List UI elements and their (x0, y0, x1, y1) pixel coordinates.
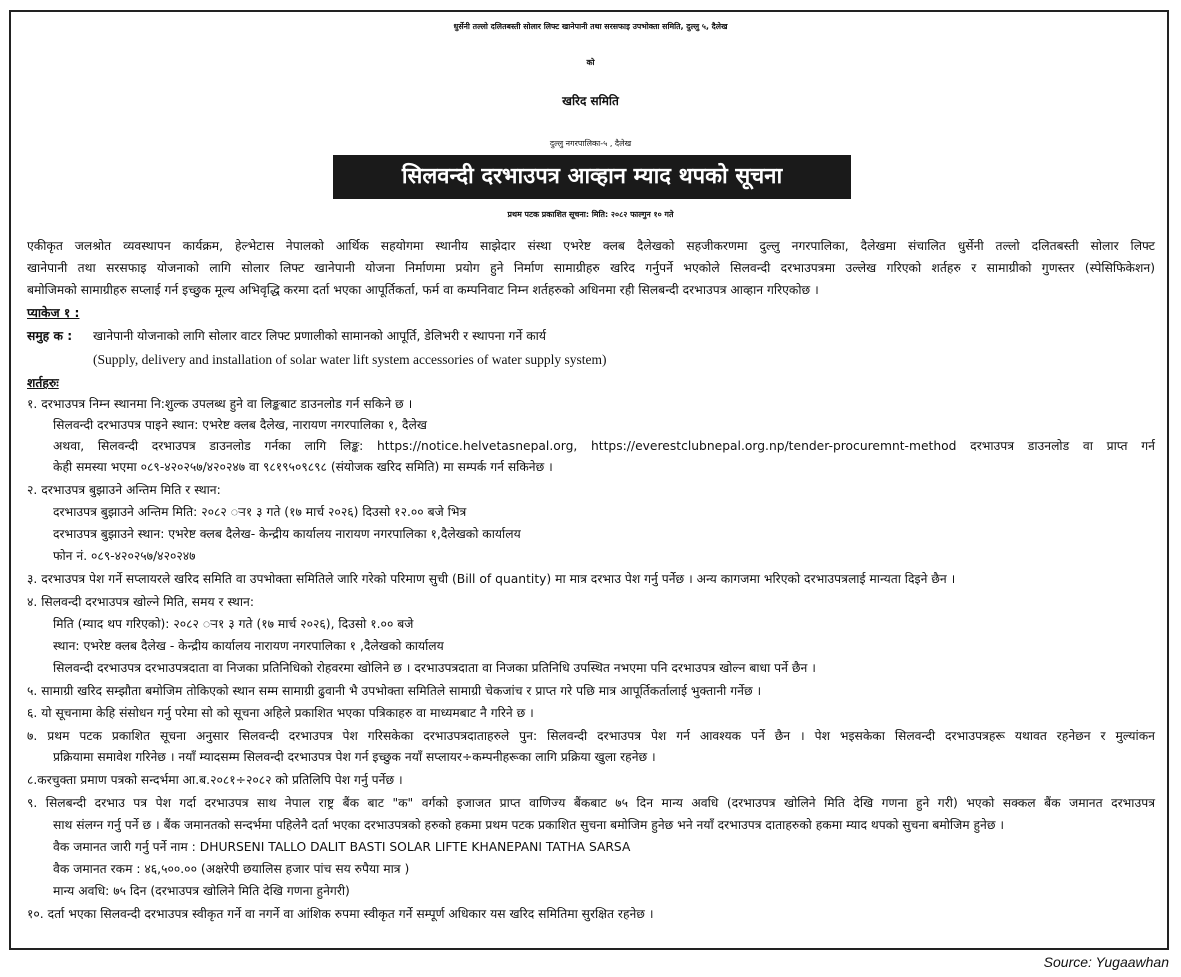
notice-banner: सिलवन्दी दरभाउपत्र आव्हान म्याद थपको सूचना (333, 155, 851, 199)
condition-9-cont: साथ संलग्न गर्नु पर्ने छ । बैंक जमानतको सन्दर्भमा पहिलेनै दर्ता भएका दरभाउपत्रको हरुको हकमा प्रथम पटक प्रकाशित सुचना बमोजिम हुनेछ भने नयाँ दरभाउपत्र दाताहरुको हकमा म्याद थपको सुचना बमोजिम हुनेछ । (53, 818, 1005, 832)
source-credit: Source: Yugaawhan (1043, 954, 1169, 970)
bank-guarantee-amount: वैक जमानत रकम : ४६,५००.०० (अक्षरेपी छयालिस हजार पांच सय रुपैया मात्र ) (53, 862, 410, 876)
condition-4-note: सिलवन्दी दरभाउपत्र दरभाउपत्रदाता वा निजका प्रतिनिधिको रोहवरमा खोलिने छ । दरभाउपत्रदाता वा निजका प्रतिनिधि उपस्थित नभएमा पनि दरभाउपत्र खोल्न बाधा पर्ने छैन । (53, 661, 816, 675)
condition-1-link: अथवा, सिलवन्दी दरभाउपत्र डाउनलोड गर्नका लागि लिङ्क: https://notice.helvetasnepal.org, https://everestclubnepal.org.np/tender-procuremnt-method दरभाउपत्र डाउनलोड वा प्राप्त गर्न (53, 439, 1155, 453)
ko-connector: को (586, 58, 595, 67)
intro-line: एकीकृत जलश्रोत व्यवस्थापन कार्यक्रम, हेल्भेटास नेपालको आर्थिक सहयोगमा स्थानीय साझेदार संस्था एभरेष्ट क्लब दैलेखको सहजीकरणमा दुल्लु नगरपालिका, दैलेखमा संचालित धुर्सेनी तल्लो दलितबस्ती सोलार लिफ्ट (27, 239, 1155, 253)
condition-4: ४. सिलवन्दी दरभाउपत्र खोल्ने मिति, समय र स्थान: (27, 595, 254, 609)
intro-line: बमोजिमको सामाग्रीहरु सप्लाई गर्न इच्छुक मूल्य अभिवृद्धि करमा दर्ता भएका आपूर्तिकर्ता, फर्म वा कम्पनिवाट निम्न शर्तहरुको अधिनमा रही सिलबन्दी दरभाउपत्र आव्हान गरिएकोछ । (27, 283, 819, 297)
condition-7: ७. प्रथम पटक प्रकाशित सूचना अनुसार सिलवन्दी दरभाउपत्र पेश गरिसकेका दरभाउपत्रदाताहरुले पुन: सिलवन्दी दरभाउपत्र पेश गर्न आवश्यक पर्ने छैन । पेश भइसकेका सिलवन्दी दरभाउपत्रहरू यथावत रहनेछन र मुल्यांकन (27, 729, 1155, 743)
condition-1-contact: केही समस्या भएमा ०८९-४२०२५७/४२०२४७ वा ९८१९५०९८९८ (संयोजक खरिद समिति) मा सम्पर्क गर्न सकिनेछ । (53, 460, 553, 474)
first-published-date: प्रथम पटक प्रकाशित सूचना: मिति: २०८२ फाल्गुन १० गते (507, 210, 674, 219)
bank-guarantee-validity: मान्य अवधि: ७५ दिन (दरभाउपत्र खोलिने मिति देखि गणना हुनेगरी) (53, 884, 350, 898)
condition-2-phone: फोन नं. ०८९-४२०२५७/४२०२४७ (53, 549, 196, 563)
conditions-label: शर्तहरुः (27, 376, 59, 390)
intro-line: खानेपानी तथा सरसफाइ योजनाको लागि सोलार लिफ्ट खानेपानी योजना निर्माणमा प्रयोग हुने निर्माण सामाग्रीहरु खरिद गर्नुपर्ने भएकोले सिलवन्दी दरभाउपत्रमा उल्लेख गरिएको शर्तहरु र सामाग्रीको गुणस्तर (स्पेसिफिकेशन) (27, 261, 1155, 275)
bank-guarantee-name: वैक जमानत जारी गर्नु पर्ने नाम : DHURSENI TALLO DALIT BASTI SOLAR LIFTE KHANEPANI TATHA SARSA (53, 840, 631, 854)
committee-title: खरिद समिति (562, 94, 619, 108)
condition-6: ६. यो सूचनामा केहि संसोधन गर्नु परेमा सो को सूचना अहिले प्रकाशित भएका पत्रिकाहरु वा माध्यमबाट नै गरिने छ । (27, 706, 534, 720)
condition-4-location: स्थान: एभरेष्ट क्लब दैलेख - केन्द्रीय कार्यालय नारायण नगरपालिका १ ,दैलेखको कार्यालय (53, 639, 444, 653)
condition-7-cont: प्रक्रियामा समावेश गरिनेछ । नयाँ म्यादसम्म सिलवन्दी दरभाउपत्र पेश गर्न इच्छुक नयाँ सप्लायर÷कम्पनीहरूका लागि प्रक्रिया खुला रहनेछ । (53, 750, 656, 764)
condition-4-date: मिति (म्याद थप गरिएको): २०८२ र्‍ा१ ३ गते (१७ मार्च २०२६), दिउसो १.०० बजे (53, 617, 414, 631)
condition-5: ५. सामाग्री खरिद सम्झौता बमोजिम तोकिएको स्थान सम्म सामाग्री ढुवानी भै उपभोक्ता समितिले सामाग्री चेकजांच र प्राप्त गरे पछि मात्र आपूर्तिकर्तालाई भुक्तानी गर्नेछ । (27, 684, 762, 698)
condition-1: १. दरभाउपत्र निम्न स्थानमा नि:शुल्क उपलब्ध हुने वा लिङ्कबाट डाउनलोड गर्न सकिने छ । (27, 397, 413, 411)
group-label: समुह क : (27, 329, 73, 343)
condition-3: ३. दरभाउपत्र पेश गर्ने सप्लायरले खरिद समिति वा उपभोक्ता समितिले जारि गरेको परिमाण सुची (Bill of quantity) मा मात्र दरभाउ पेश गर्नु पर्नेछ । अन्य कागजमा भरिएको दरभाउपत्रलाई मान्यता दिइने छैन । (27, 572, 956, 586)
municipality-line: दुल्लु नगरपालिका-५ , दैलेख (549, 139, 632, 148)
condition-2-location: दरभाउपत्र बुझाउने स्थान: एभरेष्ट क्लब दैलेख- केन्द्रीय कार्यालय नारायण नगरपालिका १,दैलेखको कार्यालय (53, 527, 521, 541)
group-description: खानेपानी योजनाको लागि सोलार वाटर लिफ्ट प्रणालीको सामानको आपूर्ति, डेलिभरी र स्थापना गर्ने कार्य (93, 329, 546, 343)
condition-9: ९. सिलबन्दी दरभाउ पत्र पेश गर्दा दरभाउपत्र साथ नेपाल राष्ट्र बैंक बाट "क" वर्गको इजाजत प्राप्त वाणिज्य बैंकबाट ७५ दिन मान्य अवधि (दरभाउपत्र खोलिने मिति देखि गणना हुने गरी) भएको सक्कल बैंक जमानत दरभाउपत्र (27, 796, 1155, 810)
condition-1-detail: सिलवन्दी दरभाउपत्र पाइने स्थान: एभरेष्ट क्लब दैलेख, नारायण नगरपालिका १, दैलेख (53, 418, 427, 432)
package-label: प्याकेज १ : (27, 306, 80, 320)
condition-2-deadline: दरभाउपत्र बुझाउने अन्तिम मिति: २०८२ र्‍ा१ ३ गते (१७ मार्च २०२६) दिउसो १२.०० बजे भित्र (53, 505, 467, 519)
condition-10: १०. दर्ता भएका सिलवन्दी दरभाउपत्र स्वीकृत गर्ने वा नगर्ने वा आंशिक रुपमा स्वीकृत गर्ने सम्पूर्ण अधिकार यस खरिद समितिमा सुरक्षित रहनेछ । (27, 907, 654, 921)
condition-2: २. दरभाउपत्र बुझाउने अन्तिम मिति र स्थान: (27, 483, 221, 497)
group-english-description: (Supply, delivery and installation of solar water lift system accessories of water supply system) (93, 352, 607, 367)
condition-8: ८.करचुक्ता प्रमाण पत्रको सन्दर्भमा आ.ब.२०८१÷२०८२ को प्रतिलिपि पेश गर्नु पर्नेछ । (27, 773, 403, 787)
organization-title: धुर्सेनी तल्लो दलितबस्ती सोलार लिफ्ट खानेपानी तथा सरसफाइ उपभोक्ता समिति, दुल्लु ५, दैलेख (453, 22, 728, 31)
